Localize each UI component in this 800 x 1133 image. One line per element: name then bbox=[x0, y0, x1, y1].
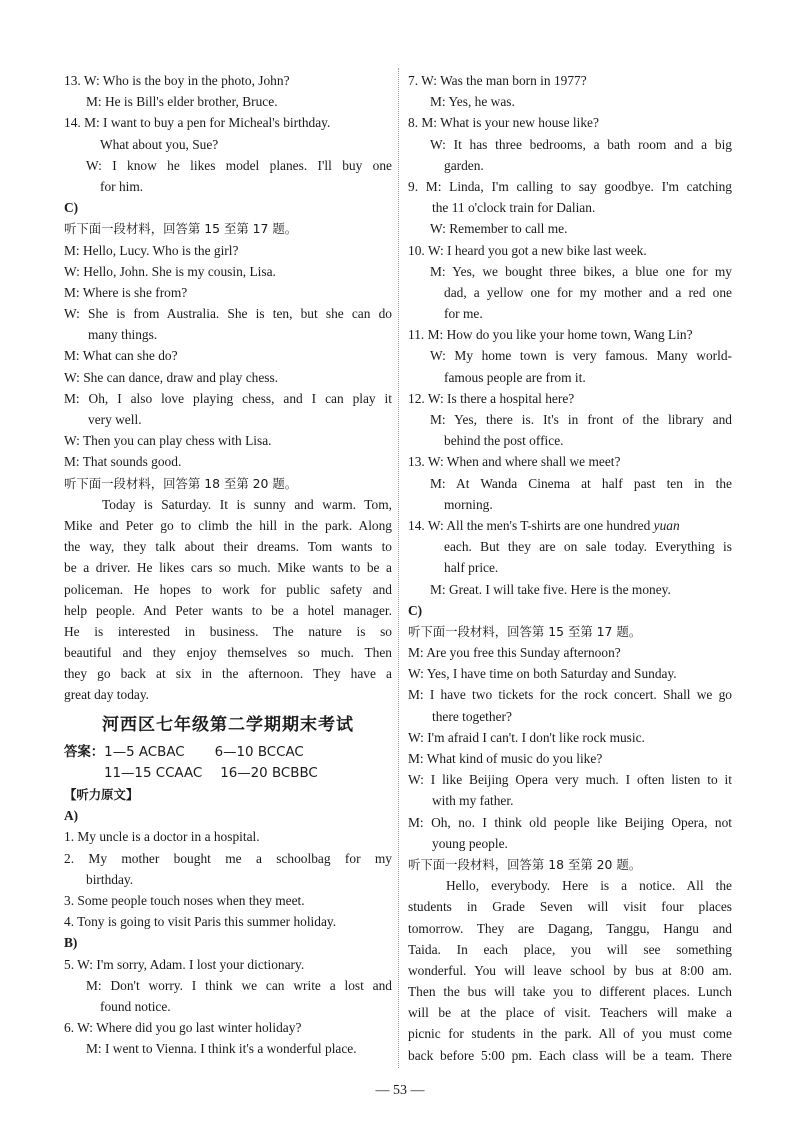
list-item: 3. Some people touch noses when they meet. bbox=[64, 892, 305, 908]
dialog-line: 7. W: Was the man born in 1977? bbox=[408, 73, 587, 88]
passage-line: students in Grade Seven will visit four places bbox=[408, 899, 732, 915]
answers-group: 1—5 ACBAC bbox=[104, 744, 185, 760]
dialog-line: garden. bbox=[444, 157, 484, 173]
dialog-line: What about you, Sue? bbox=[100, 136, 219, 152]
listening-header: 【听力原文】 bbox=[64, 787, 139, 802]
dialog-line: W: She is from Australia. She is ten, but she can do bbox=[64, 306, 392, 322]
dialog-line: M: Oh, no. I think old people like Beijing Opera, not bbox=[408, 814, 732, 830]
dialog-line: W: Yes, I have time on both Saturday and Sunday. bbox=[408, 666, 677, 682]
passage-line: be a driver. He likes cars so much. Mike wants to be a bbox=[64, 560, 392, 576]
passage-line: will be at the place of visit. Teachers will make a bbox=[408, 1005, 732, 1021]
dialog-line: 13. W: Who is the boy in the photo, John? bbox=[64, 73, 290, 88]
dialog-line: there together? bbox=[432, 708, 512, 724]
answers-line-1 bbox=[64, 742, 392, 763]
passage-line: beautiful and they enjoy themselves so much. Then bbox=[64, 645, 392, 661]
exam-title: 河西区七年级第二学期期末考试 bbox=[102, 714, 354, 735]
dialog-line: famous people are from it. bbox=[444, 369, 586, 385]
dialog-line: morning. bbox=[444, 496, 493, 512]
answers-label: 答案： bbox=[64, 744, 105, 760]
dialog-line: M: What can she do? bbox=[64, 348, 178, 364]
instruction: 听下面一段材料，回答第 15 至第 17 题。 bbox=[408, 623, 642, 639]
answers-group: 11—15 CCAAC bbox=[104, 765, 203, 781]
dialog-line: for me. bbox=[444, 306, 483, 322]
column-divider bbox=[398, 68, 399, 1068]
dialog-line: M: I have two tickets for the rock concert. Shall we go bbox=[408, 687, 732, 703]
instruction: 听下面一段材料，回答第 18 至第 20 题。 bbox=[64, 475, 298, 491]
dialog-line: M: Where is she from? bbox=[64, 284, 188, 300]
passage-line: they go back at six in the afternoon. They have a bbox=[64, 666, 392, 682]
dialog-line: 9. M: Linda, I'm calling to say goodbye. I'm catching bbox=[408, 178, 732, 194]
right-column bbox=[408, 70, 732, 1066]
section-label: A) bbox=[64, 808, 79, 824]
italic-word: yuan bbox=[653, 517, 680, 533]
dialog-line: very well. bbox=[88, 412, 142, 427]
dialog-line: M: Yes, we bought three bikes, a blue one for my bbox=[430, 263, 732, 279]
passage-line: He is interested in business. The nature is so bbox=[64, 623, 392, 639]
dialog-line: W: My home town is very famous. Many world- bbox=[430, 348, 732, 364]
list-item: 2. My mother bought me a schoolbag for my bbox=[64, 850, 392, 866]
passage-line: picnic for students in the park. All of you must come bbox=[408, 1026, 732, 1042]
page-number: — 53 — bbox=[375, 1083, 425, 1098]
dialog-line: many things. bbox=[88, 327, 158, 343]
passage-line: Taida. In each place, you will see something bbox=[408, 941, 732, 957]
dialog-line: M: He is Bill's elder brother, Bruce. bbox=[86, 94, 278, 110]
dialog-line: 5. W: I'm sorry, Adam. I lost your dictionary. bbox=[64, 956, 305, 972]
dialog-line: M: That sounds good. bbox=[64, 454, 182, 470]
passage-line: Today is Saturday. It is sunny and warm. Tom, bbox=[102, 496, 392, 512]
dialog-line: M: Oh, I also love playing chess, and I can play it bbox=[64, 390, 392, 406]
dialog-line: young people. bbox=[432, 835, 508, 851]
dialog-line: W: Hello, John. She is my cousin, Lisa. bbox=[64, 263, 276, 279]
section-label: C) bbox=[408, 602, 423, 618]
passage-line: great day today. bbox=[64, 687, 150, 703]
passage-line: help people. And Peter wants to be a hotel manager. bbox=[64, 602, 392, 618]
section-label: B) bbox=[64, 935, 78, 951]
dialog-line: M: Don't worry. I think we can write a lost and bbox=[86, 977, 392, 993]
dialog-line: 11. M: How do you like your home town, Wang Lin? bbox=[408, 327, 693, 343]
dialog-line: M: I went to Vienna. I think it's a wonderful place. bbox=[86, 1041, 357, 1057]
answers-group: 6—10 BCCAC bbox=[214, 744, 304, 760]
dialog-line: 10. W: I heard you got a new bike last week. bbox=[408, 242, 647, 258]
dialog-line: M: Yes, there is. It's in front of the library and bbox=[430, 412, 732, 427]
passage-line: the way, they talk about their dreams. Tom wants to bbox=[64, 539, 392, 555]
dialog-line: M: Yes, he was. bbox=[430, 94, 515, 110]
dialog-line bbox=[408, 515, 732, 536]
dialog-line: 13. W: When and where shall we meet? bbox=[408, 454, 621, 470]
dialog-line: M: What kind of music do you like? bbox=[408, 751, 603, 766]
passage-line: back before 5:00 pm. Each class will be a team. There bbox=[408, 1047, 732, 1063]
dialog-line: M: Great. I will take five. Here is the money. bbox=[430, 581, 671, 597]
dialog-line: found notice. bbox=[100, 998, 171, 1014]
list-item: birthday. bbox=[86, 871, 134, 887]
instruction: 听下面一段材料，回答第 18 至第 20 题。 bbox=[408, 856, 642, 872]
section-label: C) bbox=[64, 200, 79, 216]
dialog-line: dad, a yellow one for my mother and a red one bbox=[444, 284, 732, 300]
left-column bbox=[64, 70, 392, 1059]
dialog-text: 14. W: All the men's T-shirts are one hundred bbox=[408, 517, 654, 533]
dialog-line: W: Then you can play chess with Lisa. bbox=[64, 433, 272, 449]
list-item: 4. Tony is going to visit Paris this summer holiday. bbox=[64, 914, 337, 930]
passage-line: tomorrow. They are Dagang, Tanggu, Hangu and bbox=[408, 920, 732, 936]
dialog-line: W: It has three bedrooms, a bath room and a big bbox=[430, 136, 732, 152]
dialog-line: M: At Wanda Cinema at half past ten in the bbox=[430, 475, 732, 491]
dialog-line: 12. W: Is there a hospital here? bbox=[408, 390, 575, 406]
passage-line: Then the bus will take you to different places. Lunch bbox=[408, 984, 732, 1000]
passage-line: wonderful. You will leave school by bus at 8:00 am. bbox=[408, 962, 732, 978]
dialog-line: W: Remember to call me. bbox=[430, 221, 568, 237]
dialog-line: W: I'm afraid I can't. I don't like rock music. bbox=[408, 729, 645, 745]
dialog-line: W: I like Beijing Opera very much. I often listen to it bbox=[408, 772, 732, 788]
dialog-line: the 11 o'clock train for Dalian. bbox=[432, 200, 596, 216]
answers-group: 16—20 BCBBC bbox=[220, 765, 318, 781]
dialog-line: 14. M: I want to buy a pen for Micheal's birthday. bbox=[64, 115, 331, 131]
answers-line-2 bbox=[64, 763, 392, 784]
dialog-line: 6. W: Where did you go last winter holiday? bbox=[64, 1020, 302, 1036]
dialog-line: each. But they are on sale today. Everything is bbox=[444, 539, 732, 555]
dialog-line: half price. bbox=[444, 560, 499, 576]
dialog-line: W: I know he likes model planes. I'll buy one bbox=[86, 157, 392, 173]
instruction: 听下面一段材料，回答第 15 至第 17 题。 bbox=[64, 221, 298, 237]
dialog-line: with my father. bbox=[432, 793, 514, 809]
dialog-line: M: Are you free this Sunday afternoon? bbox=[408, 645, 621, 661]
list-item: 1. My uncle is a doctor in a hospital. bbox=[64, 829, 260, 845]
dialog-line: behind the post office. bbox=[444, 433, 564, 449]
passage-line: policeman. He hopes to work for public safety and bbox=[64, 581, 392, 597]
dialog-line: W: She can dance, draw and play chess. bbox=[64, 369, 279, 385]
dialog-line: M: Hello, Lucy. Who is the girl? bbox=[64, 242, 239, 258]
dialog-line: 8. M: What is your new house like? bbox=[408, 115, 599, 131]
passage-line: Mike and Peter go to climb the hill in the park. Along bbox=[64, 517, 392, 533]
dialog-line: for him. bbox=[100, 178, 144, 194]
passage-line: Hello, everybody. Here is a notice. All the bbox=[446, 878, 732, 894]
